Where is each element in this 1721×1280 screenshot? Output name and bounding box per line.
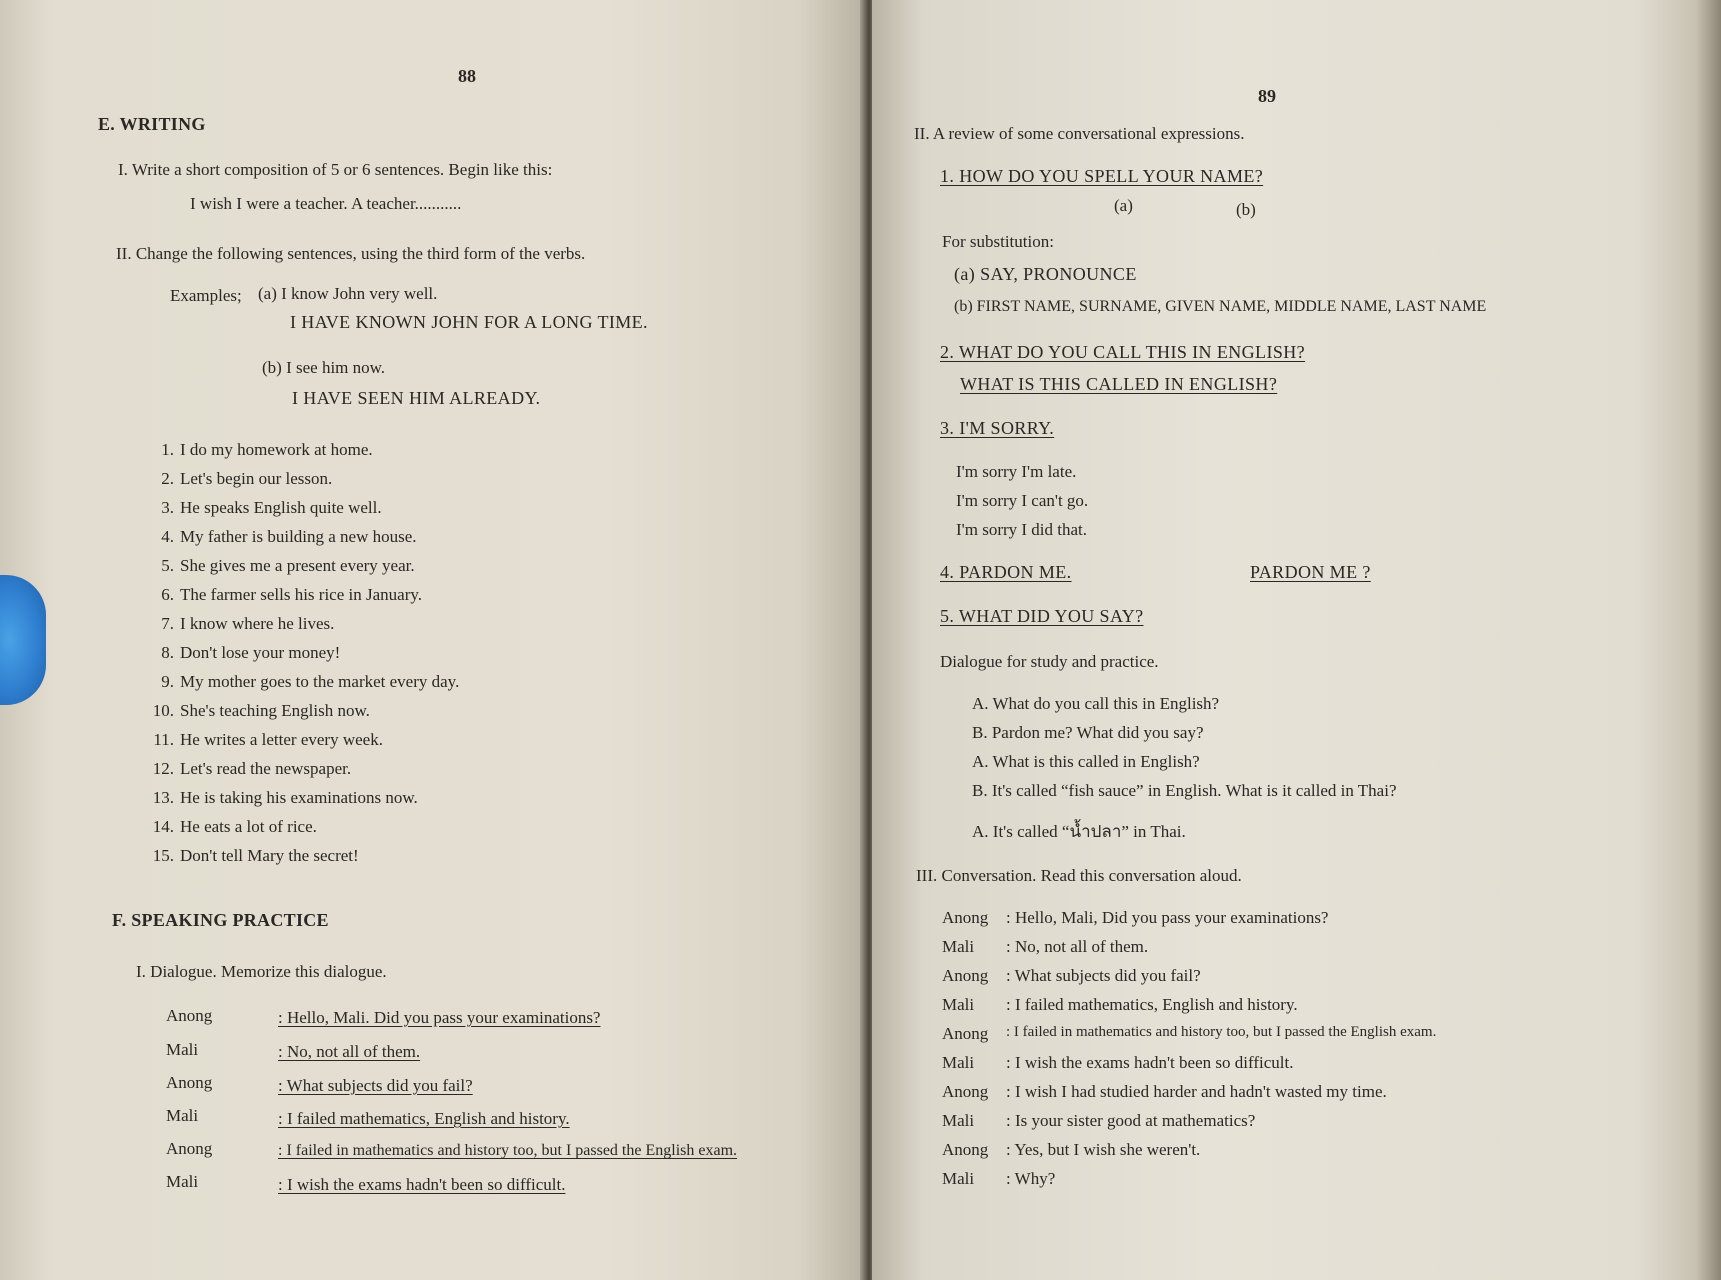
conversation-speaker: Anong [942, 1024, 989, 1043]
example-b-answer: I HAVE SEEN HIM ALREADY. [292, 388, 541, 408]
conversation-line: : I failed mathematics, English and history. [1006, 995, 1298, 1014]
dialogue-speaker: Mali [166, 1106, 199, 1125]
review-intro: II. A review of some conversational expressions. [914, 124, 1245, 143]
practice-line: B. It's called “fish sauce” in English. What is it called in Thai? [972, 781, 1397, 800]
list-item: 6. The farmer sells his rice in January. [161, 585, 423, 604]
conversation-line: : No, not all of them. [1006, 937, 1149, 956]
list-item: 5. She gives me a present every year. [161, 556, 415, 575]
conversation-heading: III. Conversation. Read this conversation aloud. [916, 866, 1242, 885]
list-item: 4. My father is building a new house. [161, 527, 417, 546]
expression-2b: WHAT IS THIS CALLED IN ENGLISH? [960, 374, 1278, 394]
conversation-speaker: Mali [942, 1111, 975, 1130]
list-item: 13. He is taking his examinations now. [152, 788, 418, 807]
writing-item-1: I. Write a short composition of 5 or 6 sentences. Begin like this: [118, 160, 553, 179]
dialogue-line: : What subjects did you fail? [278, 1076, 473, 1095]
conversation-line: : Yes, but I wish she weren't. [1006, 1140, 1201, 1159]
dialogue-line: : Hello, Mali. Did you pass your examinations? [278, 1008, 601, 1027]
expression-3: 3. I'M SORRY. [940, 418, 1055, 438]
list-item: 12. Let's read the newspaper. [152, 759, 352, 778]
list-item: 1. I do my homework at home. [161, 440, 373, 459]
dialogue-line: : I wish the exams hadn't been so difficult. [278, 1175, 566, 1194]
substitution-b: (b) FIRST NAME, SURNAME, GIVEN NAME, MIDDLE NAME, LAST NAME [954, 298, 1487, 315]
substitution-a: (a) SAY, PRONOUNCE [954, 264, 1137, 284]
list-item: 15. Don't tell Mary the secret! [152, 846, 359, 865]
conversation-speaker: Anong [942, 1140, 989, 1159]
conversation-speaker: Anong [942, 908, 989, 927]
conversation-line: : I wish I had studied harder and hadn't wasted my time. [1006, 1082, 1387, 1101]
example-a-answer: I HAVE KNOWN JOHN FOR A LONG TIME. [290, 312, 648, 332]
list-item: 2. Let's begin our lesson. [161, 469, 333, 488]
practice-line: B. Pardon me? What did you say? [972, 723, 1204, 742]
practice-line: A. What do you call this in English? [972, 694, 1220, 713]
list-item: 7. I know where he lives. [161, 614, 335, 633]
conversation-line: : Why? [1006, 1169, 1056, 1188]
speaking-item-1: I. Dialogue. Memorize this dialogue. [136, 962, 387, 981]
practice-line: A. What is this called in English? [972, 752, 1200, 771]
expression-2a: 2. WHAT DO YOU CALL THIS IN ENGLISH? [940, 342, 1306, 362]
example-a: (a) I know John very well. [258, 284, 438, 303]
conversation-line: : Is your sister good at mathematics? [1006, 1111, 1256, 1130]
page-number: 89 [1258, 86, 1276, 106]
list-item: 8. Don't lose your money! [161, 643, 341, 662]
conversation-speaker: Anong [942, 1082, 989, 1101]
dialogue-speaker: Anong [166, 1073, 213, 1092]
dialogue-speaker: Mali [166, 1040, 199, 1059]
conversation-line: : I failed in mathematics and history too, but I passed the English exam. [1006, 1024, 1437, 1040]
conversation-speaker: Mali [942, 937, 975, 956]
bookmark-tassel [0, 575, 46, 705]
label-b: (b) [1236, 200, 1256, 219]
sorry-line: I'm sorry I can't go. [956, 491, 1089, 510]
conversation-line: : What subjects did you fail? [1006, 966, 1201, 985]
right-page [872, 0, 1721, 1280]
list-item: 9. My mother goes to the market every day. [161, 672, 460, 691]
dialogue-line: : I failed in mathematics and history too, but I passed the English exam. [278, 1142, 738, 1159]
example-b: (b) I see him now. [262, 358, 386, 377]
substitution-label: For substitution: [942, 232, 1054, 251]
sorry-line: I'm sorry I'm late. [956, 462, 1077, 481]
list-item: 14. He eats a lot of rice. [152, 817, 317, 836]
expression-1: 1. HOW DO YOU SPELL YOUR NAME? [940, 166, 1264, 186]
dialogue-speaker: Mali [166, 1172, 199, 1191]
dialogue-line: : I failed mathematics, English and history. [278, 1109, 570, 1128]
dialogue-speaker: Anong [166, 1006, 213, 1025]
writing-item-1-example: I wish I were a teacher. A teacher........... [190, 194, 462, 213]
conversation-line: : Hello, Mali, Did you pass your examinations? [1006, 908, 1329, 927]
list-item: 3. He speaks English quite well. [161, 498, 382, 517]
conversation-speaker: Mali [942, 995, 975, 1014]
conversation-speaker: Anong [942, 966, 989, 985]
conversation-speaker: Mali [942, 1053, 975, 1072]
sorry-line: I'm sorry I did that. [956, 520, 1088, 539]
expression-4b: PARDON ME ? [1250, 562, 1371, 582]
examples-label: Examples; [170, 286, 242, 305]
section-heading-writing: E. WRITING [98, 114, 206, 134]
conversation-speaker: Mali [942, 1169, 975, 1188]
expression-4: 4. PARDON ME. [940, 562, 1072, 582]
page-number: 88 [458, 66, 476, 86]
writing-item-2: II. Change the following sentences, using the third form of the verbs. [116, 244, 586, 263]
list-item: 10. She's teaching English now. [152, 701, 370, 720]
label-a: (a) [1114, 196, 1133, 215]
dialogue-heading: Dialogue for study and practice. [940, 652, 1159, 671]
practice-line: A. It's called “น้ำปลา” in Thai. [972, 822, 1186, 841]
expression-5: 5. WHAT DID YOU SAY? [940, 606, 1144, 626]
conversation-line: : I wish the exams hadn't been so difficult. [1006, 1053, 1294, 1072]
list-item: 11. He writes a letter every week. [153, 730, 383, 749]
dialogue-line: : No, not all of them. [278, 1042, 421, 1061]
dialogue-speaker: Anong [166, 1139, 213, 1158]
section-heading-speaking: F. SPEAKING PRACTICE [112, 910, 329, 930]
